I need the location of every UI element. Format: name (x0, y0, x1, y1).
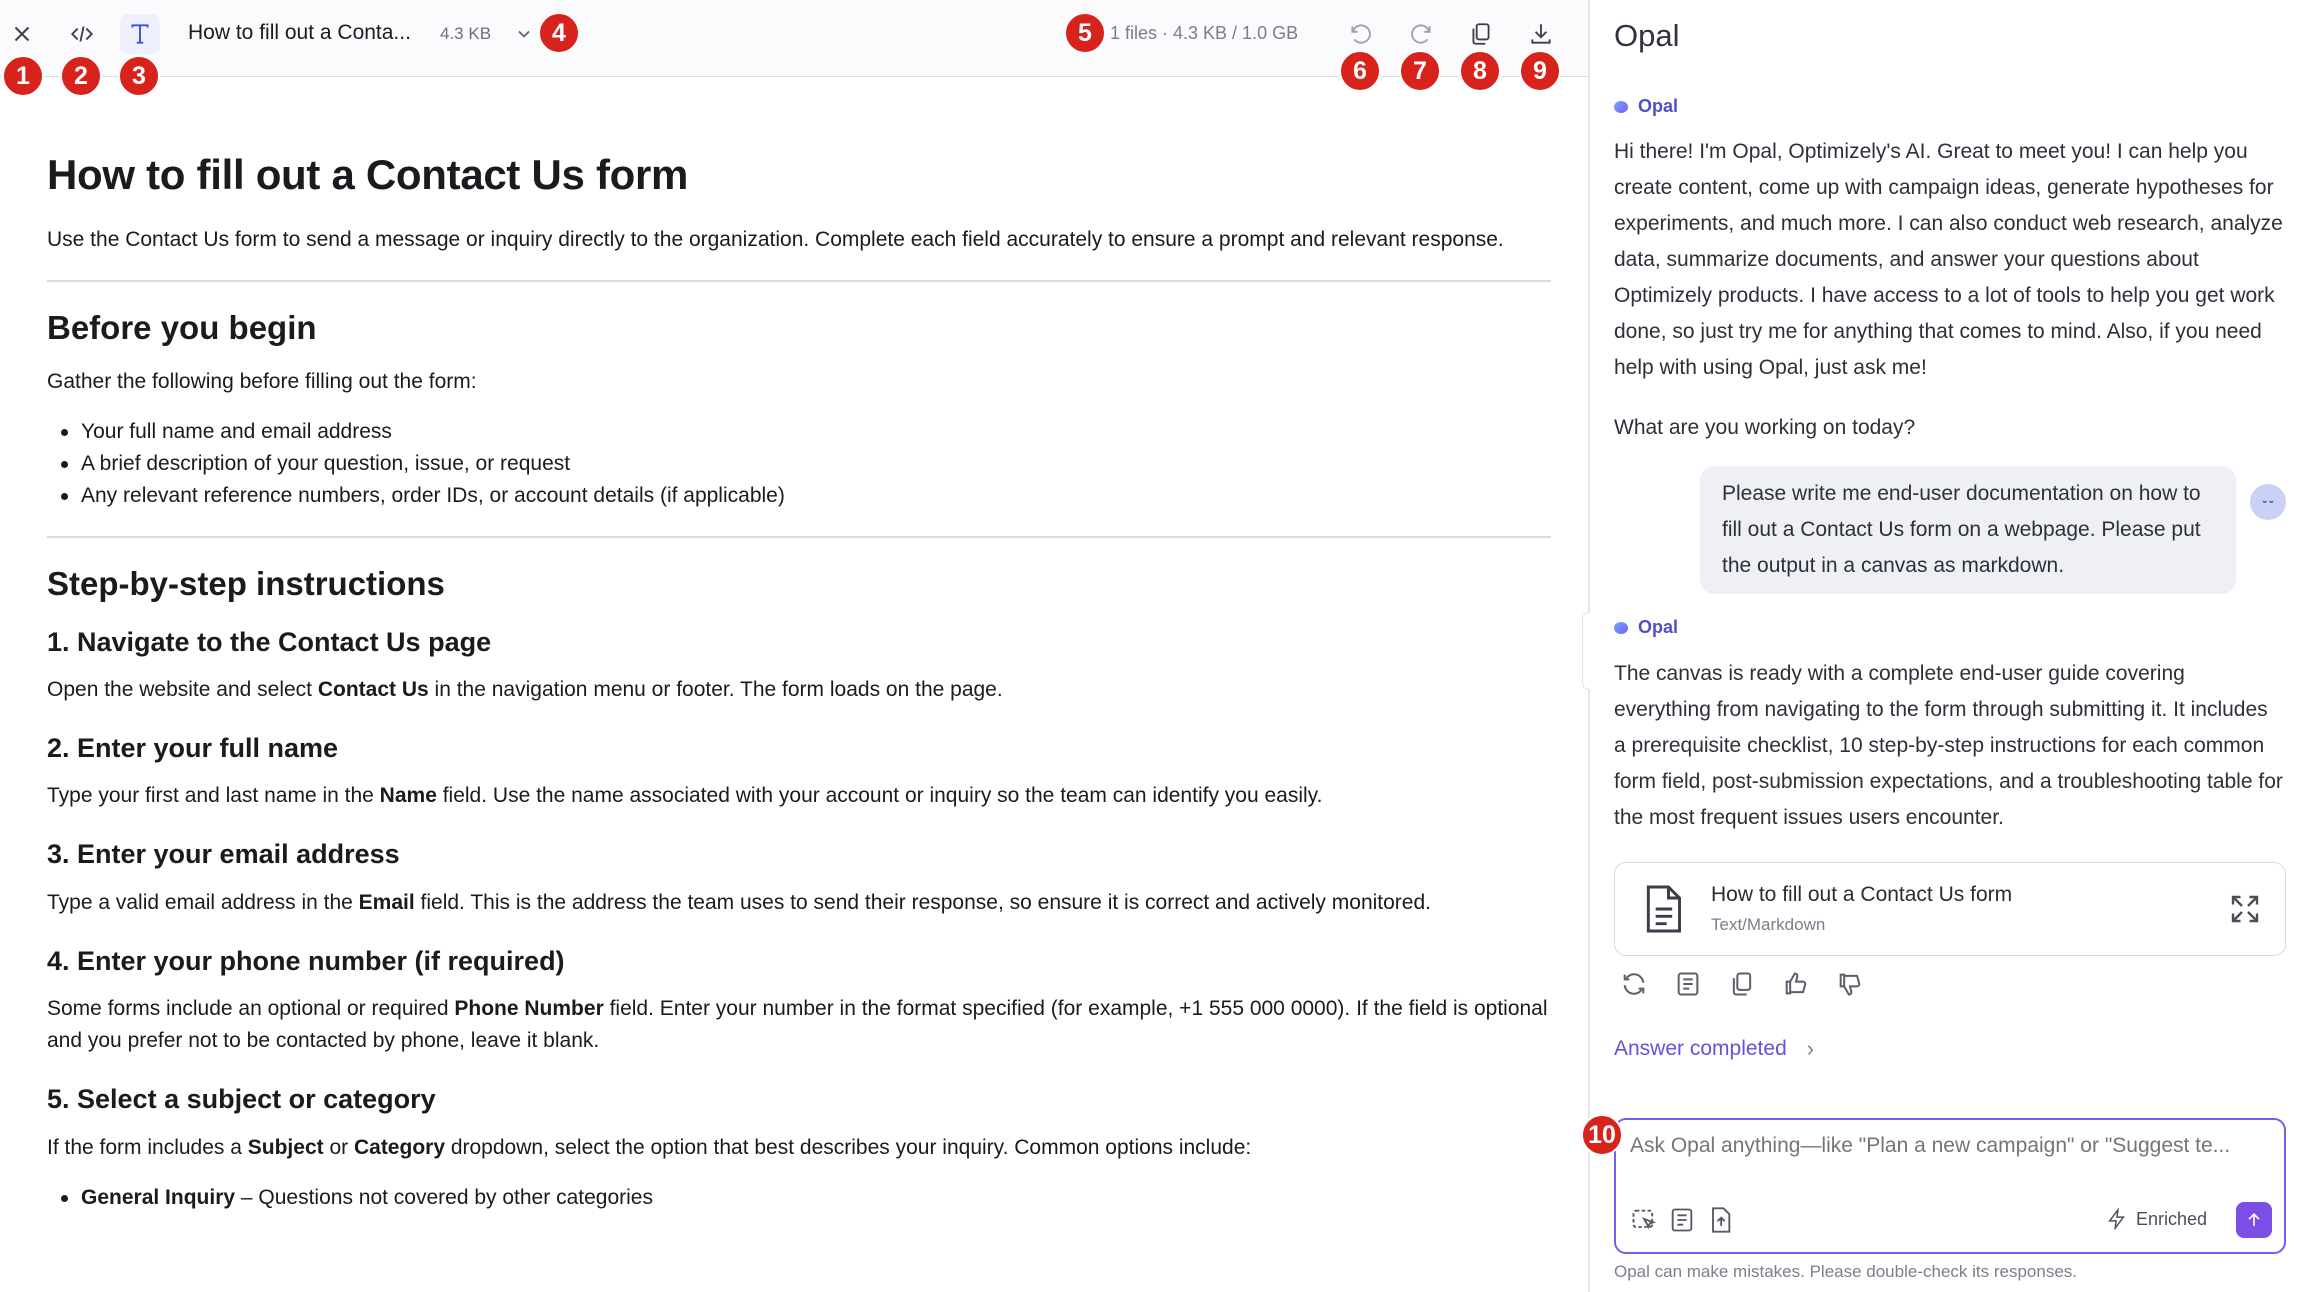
undo-icon[interactable] (1341, 14, 1381, 54)
opal-logo-icon (1614, 101, 1628, 113)
chevron-right-icon: › (1806, 1036, 1815, 1061)
annotation-badge: 10 (1581, 1114, 1623, 1156)
answer-status-toggle[interactable] (1614, 1036, 1814, 1062)
section-text: Gather the following before filling out the form: (47, 369, 477, 393)
notes-icon[interactable] (1668, 1206, 1696, 1234)
step-text: If the form includes a Subject or Category dropdown, select the option that best describes your inquiry. Common options include: (47, 1135, 1252, 1159)
chat-input[interactable] (1630, 1134, 2270, 1158)
step-heading: 5. Select a subject or category (47, 1084, 436, 1115)
annotation-badge: 9 (1519, 50, 1561, 92)
chat-title: Opal (1614, 18, 1680, 53)
text-format-icon[interactable] (120, 14, 160, 54)
step-text: Type a valid email address in the Email field. This is the address the team uses to send their response, so ensure it is correct and actively monitored. (47, 890, 1431, 914)
doc-intro: Use the Contact Us form to send a message or inquiry directly to the organization. Complete each field accurately to ensure a prompt and relevant response. (47, 228, 1504, 252)
section-heading: Step-by-step instructions (47, 564, 445, 602)
step-text: Open the website and select Contact Us in the navigation menu or footer. The form loads on the page. (47, 677, 1003, 701)
attach-file-icon[interactable] (1706, 1206, 1734, 1234)
opal-logo-icon (1614, 622, 1628, 634)
chat-composer (1614, 1118, 2286, 1254)
regenerate-icon[interactable] (1620, 970, 1648, 998)
download-icon[interactable] (1521, 14, 1561, 54)
list-item: A brief description of your question, issue, or request (47, 448, 1551, 480)
annotation-badge: 5 (1064, 12, 1106, 54)
divider (47, 536, 1551, 538)
annotation-badge: 3 (118, 55, 160, 97)
disclaimer: Opal can make mistakes. Please double-check its responses. (1614, 1262, 2078, 1281)
step-heading: 2. Enter your full name (47, 732, 339, 763)
step-heading: 4. Enter your phone number (if required) (47, 945, 565, 976)
step-heading: 1. Navigate to the Contact Us page (47, 626, 492, 657)
document-icon (1641, 883, 1685, 935)
annotation-badge: 2 (60, 55, 102, 97)
user-message: Please write me end-user documentation on how to fill out a Contact Us form on a webpage. Please put the output in a canvas as markdown. (1700, 466, 2236, 594)
prerequisite-list (47, 416, 1551, 512)
artifact-title: How to fill out a Contact Us form (1711, 883, 2013, 906)
annotation-badge: 6 (1339, 50, 1381, 92)
chevron-down-icon[interactable] (510, 20, 538, 48)
assistant-label: Opal (1614, 617, 1678, 638)
select-element-icon[interactable] (1630, 1206, 1658, 1234)
artifact-card[interactable] (1614, 862, 2286, 956)
enriched-toggle[interactable]: Enriched (2106, 1208, 2207, 1230)
option-list (47, 1182, 1551, 1214)
answer-status-label: Answer completed (1614, 1037, 1787, 1060)
message-actions (1620, 970, 1864, 998)
divider (47, 280, 1551, 282)
thumbs-up-icon[interactable] (1782, 970, 1810, 998)
assistant-label: Opal (1614, 96, 1678, 117)
arrow-up-icon (2244, 1210, 2264, 1230)
list-item: Any relevant reference numbers, order IDs, or account details (if applicable) (47, 480, 1551, 512)
step-text: Type your first and last name in the Name field. Use the name associated with your account or inquiry so the team can identify you easily. (47, 784, 1323, 808)
assistant-question: What are you working on today? (1614, 416, 1916, 439)
annotation-badge: 4 (538, 12, 580, 54)
copy-icon[interactable] (1728, 970, 1756, 998)
section-heading: Before you begin (47, 309, 317, 347)
markdown-document[interactable] (47, 150, 1551, 1214)
copy-icon[interactable] (1461, 14, 1501, 54)
storage-info: 1 files · 4.3 KB / 1.0 GB (1110, 23, 1299, 43)
avatar (2250, 484, 2286, 520)
lightning-icon (2106, 1208, 2128, 1230)
redo-icon[interactable] (1401, 14, 1441, 54)
assistant-message: The canvas is ready with a complete end-user guide covering everything from navigating to the form through submitting it. It includes a prerequisite checklist, 10 step-by-step instructions for each common form field, post-submission expectations, and a troubleshooting table for the most frequent issues users encounter. (1614, 662, 2283, 829)
send-button[interactable] (2236, 1202, 2272, 1238)
close-icon[interactable] (2, 14, 42, 54)
document-title[interactable]: How to fill out a Conta... (188, 21, 411, 44)
doc-title: How to fill out a Contact Us form (47, 151, 689, 198)
artifact-type: Text/Markdown (1711, 915, 1826, 934)
chat-pane (1590, 0, 2300, 1292)
step-heading: 3. Enter your email address (47, 839, 400, 870)
annotation-badge: 8 (1459, 50, 1501, 92)
annotation-badge: 1 (2, 55, 44, 97)
list-item: Your full name and email address (47, 416, 1551, 448)
document-size: 4.3 KB (440, 24, 492, 43)
expand-icon[interactable] (2227, 891, 2263, 927)
notes-icon[interactable] (1674, 970, 1702, 998)
code-icon[interactable] (62, 14, 102, 54)
list-item: General Inquiry – Questions not covered by other categories (47, 1182, 1551, 1214)
annotation-badge: 7 (1399, 50, 1441, 92)
step-text: Some forms include an optional or required Phone Number field. Enter your number in the format specified (for example, +1 555 000 0000). If the field is optional and you prefer not to be contacted by phone, leave it blank. (47, 997, 1548, 1053)
assistant-message: Hi there! I'm Opal, Optimizely's AI. Great to meet you! I can help you create content, come up with campaign ideas, generate hypotheses for experiments, and much more. I can also conduct web research, analyze data, summarize documents, and answer your questions about Optimizely products. I have access to a lot of tools to help you get work done, so just try me for anything that comes to mind. Also, if you need help with using Opal, just ask me! (1614, 140, 2283, 379)
thumbs-down-icon[interactable] (1836, 970, 1864, 998)
